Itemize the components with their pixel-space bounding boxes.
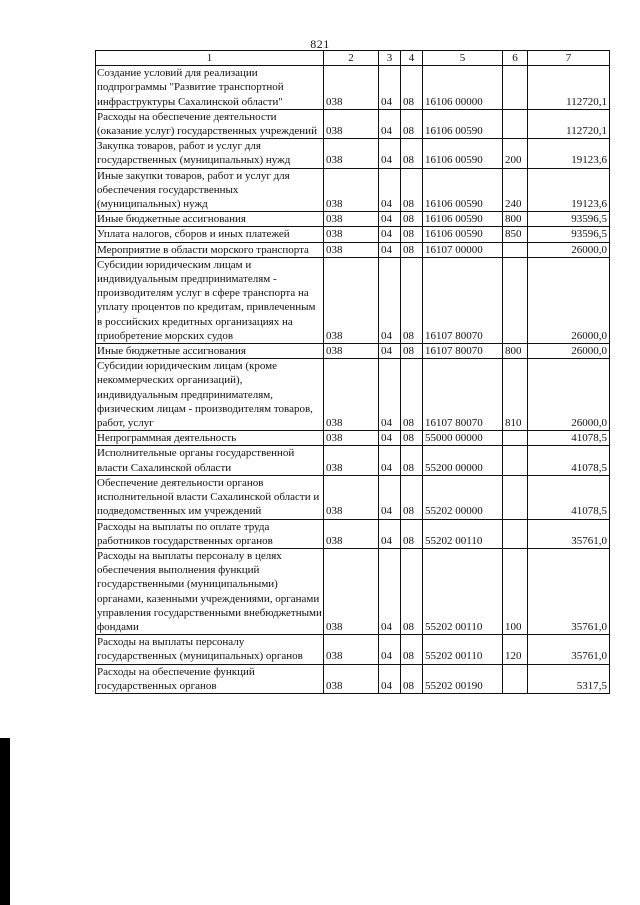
row-target-article-cell: 16107 80070: [423, 344, 503, 359]
row-subsection-cell: 08: [401, 66, 423, 110]
row-grbs-cell: 038: [324, 66, 379, 110]
row-name-cell: Иные бюджетные ассигнования: [96, 212, 324, 227]
row-amount-cell: 41078,5: [528, 446, 610, 475]
row-expense-type-cell: [503, 664, 528, 693]
row-grbs-cell: 038: [324, 431, 379, 446]
row-section-cell: 04: [379, 227, 401, 242]
column-header-expense-type: 6: [503, 51, 528, 66]
row-section-cell: 04: [379, 344, 401, 359]
row-name-cell: Субсидии юридическим лицам и индивидуальным предпринимателям - производителям услуг в сфере транспорта на уплату процентов по кредитам, привлеченным в российских кредитных организациях на приобретение морских судов: [96, 257, 324, 343]
row-name-cell: Создание условий для реализации подпрограммы "Развитие транспортной инфраструктуры Сахалинской области": [96, 66, 324, 110]
row-subsection-cell: 08: [401, 664, 423, 693]
row-expense-type-cell: 850: [503, 227, 528, 242]
row-subsection-cell: 08: [401, 168, 423, 212]
row-target-article-cell: 16107 80070: [423, 359, 503, 431]
table-row: [96, 519, 610, 548]
row-target-article-cell: 16106 00590: [423, 139, 503, 168]
row-amount-cell: 5317,5: [528, 664, 610, 693]
row-grbs-cell: 038: [324, 446, 379, 475]
row-section-cell: 04: [379, 446, 401, 475]
row-section-cell: 04: [379, 242, 401, 257]
row-amount-cell: 19123,6: [528, 168, 610, 212]
row-section-cell: 04: [379, 664, 401, 693]
row-target-article-cell: 16106 00590: [423, 227, 503, 242]
column-header-section: 3: [379, 51, 401, 66]
row-amount-cell: 26000,0: [528, 359, 610, 431]
row-subsection-cell: 08: [401, 475, 423, 519]
row-amount-cell: 112720,1: [528, 66, 610, 110]
row-name-cell: Уплата налогов, сборов и иных платежей: [96, 227, 324, 242]
column-header-amount: 7: [528, 51, 610, 66]
budget-table: [95, 50, 610, 694]
table-row: [96, 431, 610, 446]
row-name-cell: Расходы на выплаты персоналу в целях обеспечения выполнения функций государственными (муниципальными) органами, казенными учреждениями, органами управления государственными внебюджетными фондами: [97, 549, 322, 633]
row-target-article-cell: 16106 00590: [423, 168, 503, 212]
row-grbs-cell: 038: [324, 475, 379, 519]
row-subsection-cell: 08: [401, 359, 423, 431]
row-target-article-cell: 55200 00000: [423, 446, 503, 475]
row-name-cell: Расходы на выплаты персоналу государственных (муниципальных) органов: [96, 635, 324, 664]
row-target-article-cell: 55202 00110: [423, 519, 503, 548]
scan-edge-mark: [0, 738, 10, 905]
row-amount-cell: 35761,0: [528, 635, 610, 664]
row-grbs-cell: 038: [324, 227, 379, 242]
table-row: [96, 227, 610, 242]
table-row: [96, 139, 610, 168]
row-subsection-cell: 08: [401, 139, 423, 168]
row-name-cell: Обеспечение деятельности органов исполнительной власти Сахалинской области и подведомственных им учреждений: [96, 475, 324, 519]
row-section-cell: 04: [379, 359, 401, 431]
table-header-row: [96, 51, 610, 66]
row-expense-type-cell: 100: [503, 548, 528, 634]
row-section-cell: 04: [379, 519, 401, 548]
row-subsection-cell: 08: [401, 109, 423, 138]
row-target-article-cell: 55202 00000: [423, 475, 503, 519]
table-row: [96, 664, 610, 693]
row-name-cell: Закупка товаров, работ и услуг для государственных (муниципальных) нужд: [96, 139, 324, 168]
row-expense-type-cell: 800: [503, 212, 528, 227]
table-row: [96, 242, 610, 257]
row-name-cell: Расходы на выплаты по оплате труда работников государственных органов: [96, 519, 324, 548]
row-target-article-cell: 16106 00590: [423, 212, 503, 227]
row-grbs-cell: 038: [324, 242, 379, 257]
row-name-cell: Субсидии юридическим лицам (кроме некоммерческих организаций), индивидуальным предпринимателям, физическим лицам - производителям товаров, работ, услуг: [96, 359, 324, 431]
page-number: 821: [310, 37, 330, 51]
table-row: [96, 359, 610, 431]
row-expense-type-cell: [503, 431, 528, 446]
table-body: [96, 66, 610, 694]
row-target-article-cell: 16106 00000: [423, 66, 503, 110]
row-target-article-cell: 55202 00190: [423, 664, 503, 693]
row-subsection-cell: 08: [401, 242, 423, 257]
row-amount-cell: 41078,5: [528, 431, 610, 446]
row-grbs-cell: 038: [324, 664, 379, 693]
column-header-name: 1: [96, 51, 324, 66]
table-row: [96, 446, 610, 475]
row-grbs-cell: 038: [324, 257, 379, 343]
row-amount-cell: 26000,0: [528, 344, 610, 359]
row-grbs-cell: 038: [324, 344, 379, 359]
row-expense-type-cell: [503, 242, 528, 257]
row-subsection-cell: 08: [401, 548, 423, 634]
row-section-cell: 04: [379, 168, 401, 212]
row-subsection-cell: 08: [401, 635, 423, 664]
table-row: [96, 168, 610, 212]
row-grbs-cell: 038: [324, 359, 379, 431]
table-row: [96, 344, 610, 359]
row-subsection-cell: 08: [401, 227, 423, 242]
row-expense-type-cell: 240: [503, 168, 528, 212]
row-amount-cell: 112720,1: [528, 109, 610, 138]
row-grbs-cell: 038: [324, 109, 379, 138]
table-row: [96, 475, 610, 519]
row-target-article-cell: 16106 00590: [423, 109, 503, 138]
row-name-cell: Иные закупки товаров, работ и услуг для обеспечения государственных (муниципальных) нужд: [96, 168, 324, 212]
row-amount-cell: 19123,6: [528, 139, 610, 168]
row-name-cell: Исполнительные органы государственной власти Сахалинской области: [96, 446, 324, 475]
row-section-cell: 04: [379, 548, 401, 634]
row-amount-cell: 41078,5: [528, 475, 610, 519]
row-target-article-cell: 16107 80070: [423, 257, 503, 343]
row-section-cell: 04: [379, 475, 401, 519]
row-name-cell: Мероприятие в области морского транспорта: [96, 242, 324, 257]
row-expense-type-cell: 200: [503, 139, 528, 168]
row-subsection-cell: 08: [401, 344, 423, 359]
row-target-article-cell: 55000 00000: [423, 431, 503, 446]
row-expense-type-cell: [503, 475, 528, 519]
row-amount-cell: 93596,5: [528, 212, 610, 227]
row-expense-type-cell: 120: [503, 635, 528, 664]
row-section-cell: 04: [379, 635, 401, 664]
column-header-grbs: 2: [324, 51, 379, 66]
table-row: [96, 548, 610, 634]
row-section-cell: 04: [379, 109, 401, 138]
table-row: [96, 109, 610, 138]
row-expense-type-cell: [503, 66, 528, 110]
row-name-cell: Расходы на обеспечение деятельности (оказание услуг) государственных учреждений: [96, 109, 324, 138]
row-subsection-cell: 08: [401, 446, 423, 475]
column-header-subsection: 4: [401, 51, 423, 66]
table-row: [96, 212, 610, 227]
row-target-article-cell: 16107 00000: [423, 242, 503, 257]
row-section-cell: 04: [379, 212, 401, 227]
row-expense-type-cell: 810: [503, 359, 528, 431]
row-target-article-cell: 55202 00110: [423, 635, 503, 664]
row-grbs-cell: 038: [324, 635, 379, 664]
row-section-cell: 04: [379, 431, 401, 446]
row-name-cell: Расходы на обеспечение функций государственных органов: [96, 664, 324, 693]
row-expense-type-cell: [503, 519, 528, 548]
row-amount-cell: 35761,0: [528, 519, 610, 548]
row-grbs-cell: 038: [324, 519, 379, 548]
row-amount-cell: 26000,0: [528, 257, 610, 343]
row-amount-cell: 35761,0: [528, 548, 610, 634]
row-subsection-cell: 08: [401, 212, 423, 227]
row-subsection-cell: 08: [401, 257, 423, 343]
row-section-cell: 04: [379, 66, 401, 110]
table-row: [96, 635, 610, 664]
row-grbs-cell: 038: [324, 139, 379, 168]
row-section-cell: 04: [379, 257, 401, 343]
row-amount-cell: 26000,0: [528, 242, 610, 257]
row-grbs-cell: 038: [324, 168, 379, 212]
row-subsection-cell: 08: [401, 431, 423, 446]
row-expense-type-cell: [503, 257, 528, 343]
row-amount-cell: 93596,5: [528, 227, 610, 242]
row-name-cell: Непрограммная деятельность: [96, 431, 324, 446]
table-row: [96, 66, 610, 110]
column-header-target-article: 5: [423, 51, 503, 66]
row-name-cell: Иные бюджетные ассигнования: [96, 344, 324, 359]
row-grbs-cell: 038: [324, 548, 379, 634]
row-expense-type-cell: [503, 446, 528, 475]
table-row: [96, 257, 610, 343]
row-section-cell: 04: [379, 139, 401, 168]
row-target-article-cell: 55202 00110: [423, 548, 503, 634]
row-expense-type-cell: [503, 109, 528, 138]
row-subsection-cell: 08: [401, 519, 423, 548]
row-grbs-cell: 038: [324, 212, 379, 227]
row-expense-type-cell: 800: [503, 344, 528, 359]
